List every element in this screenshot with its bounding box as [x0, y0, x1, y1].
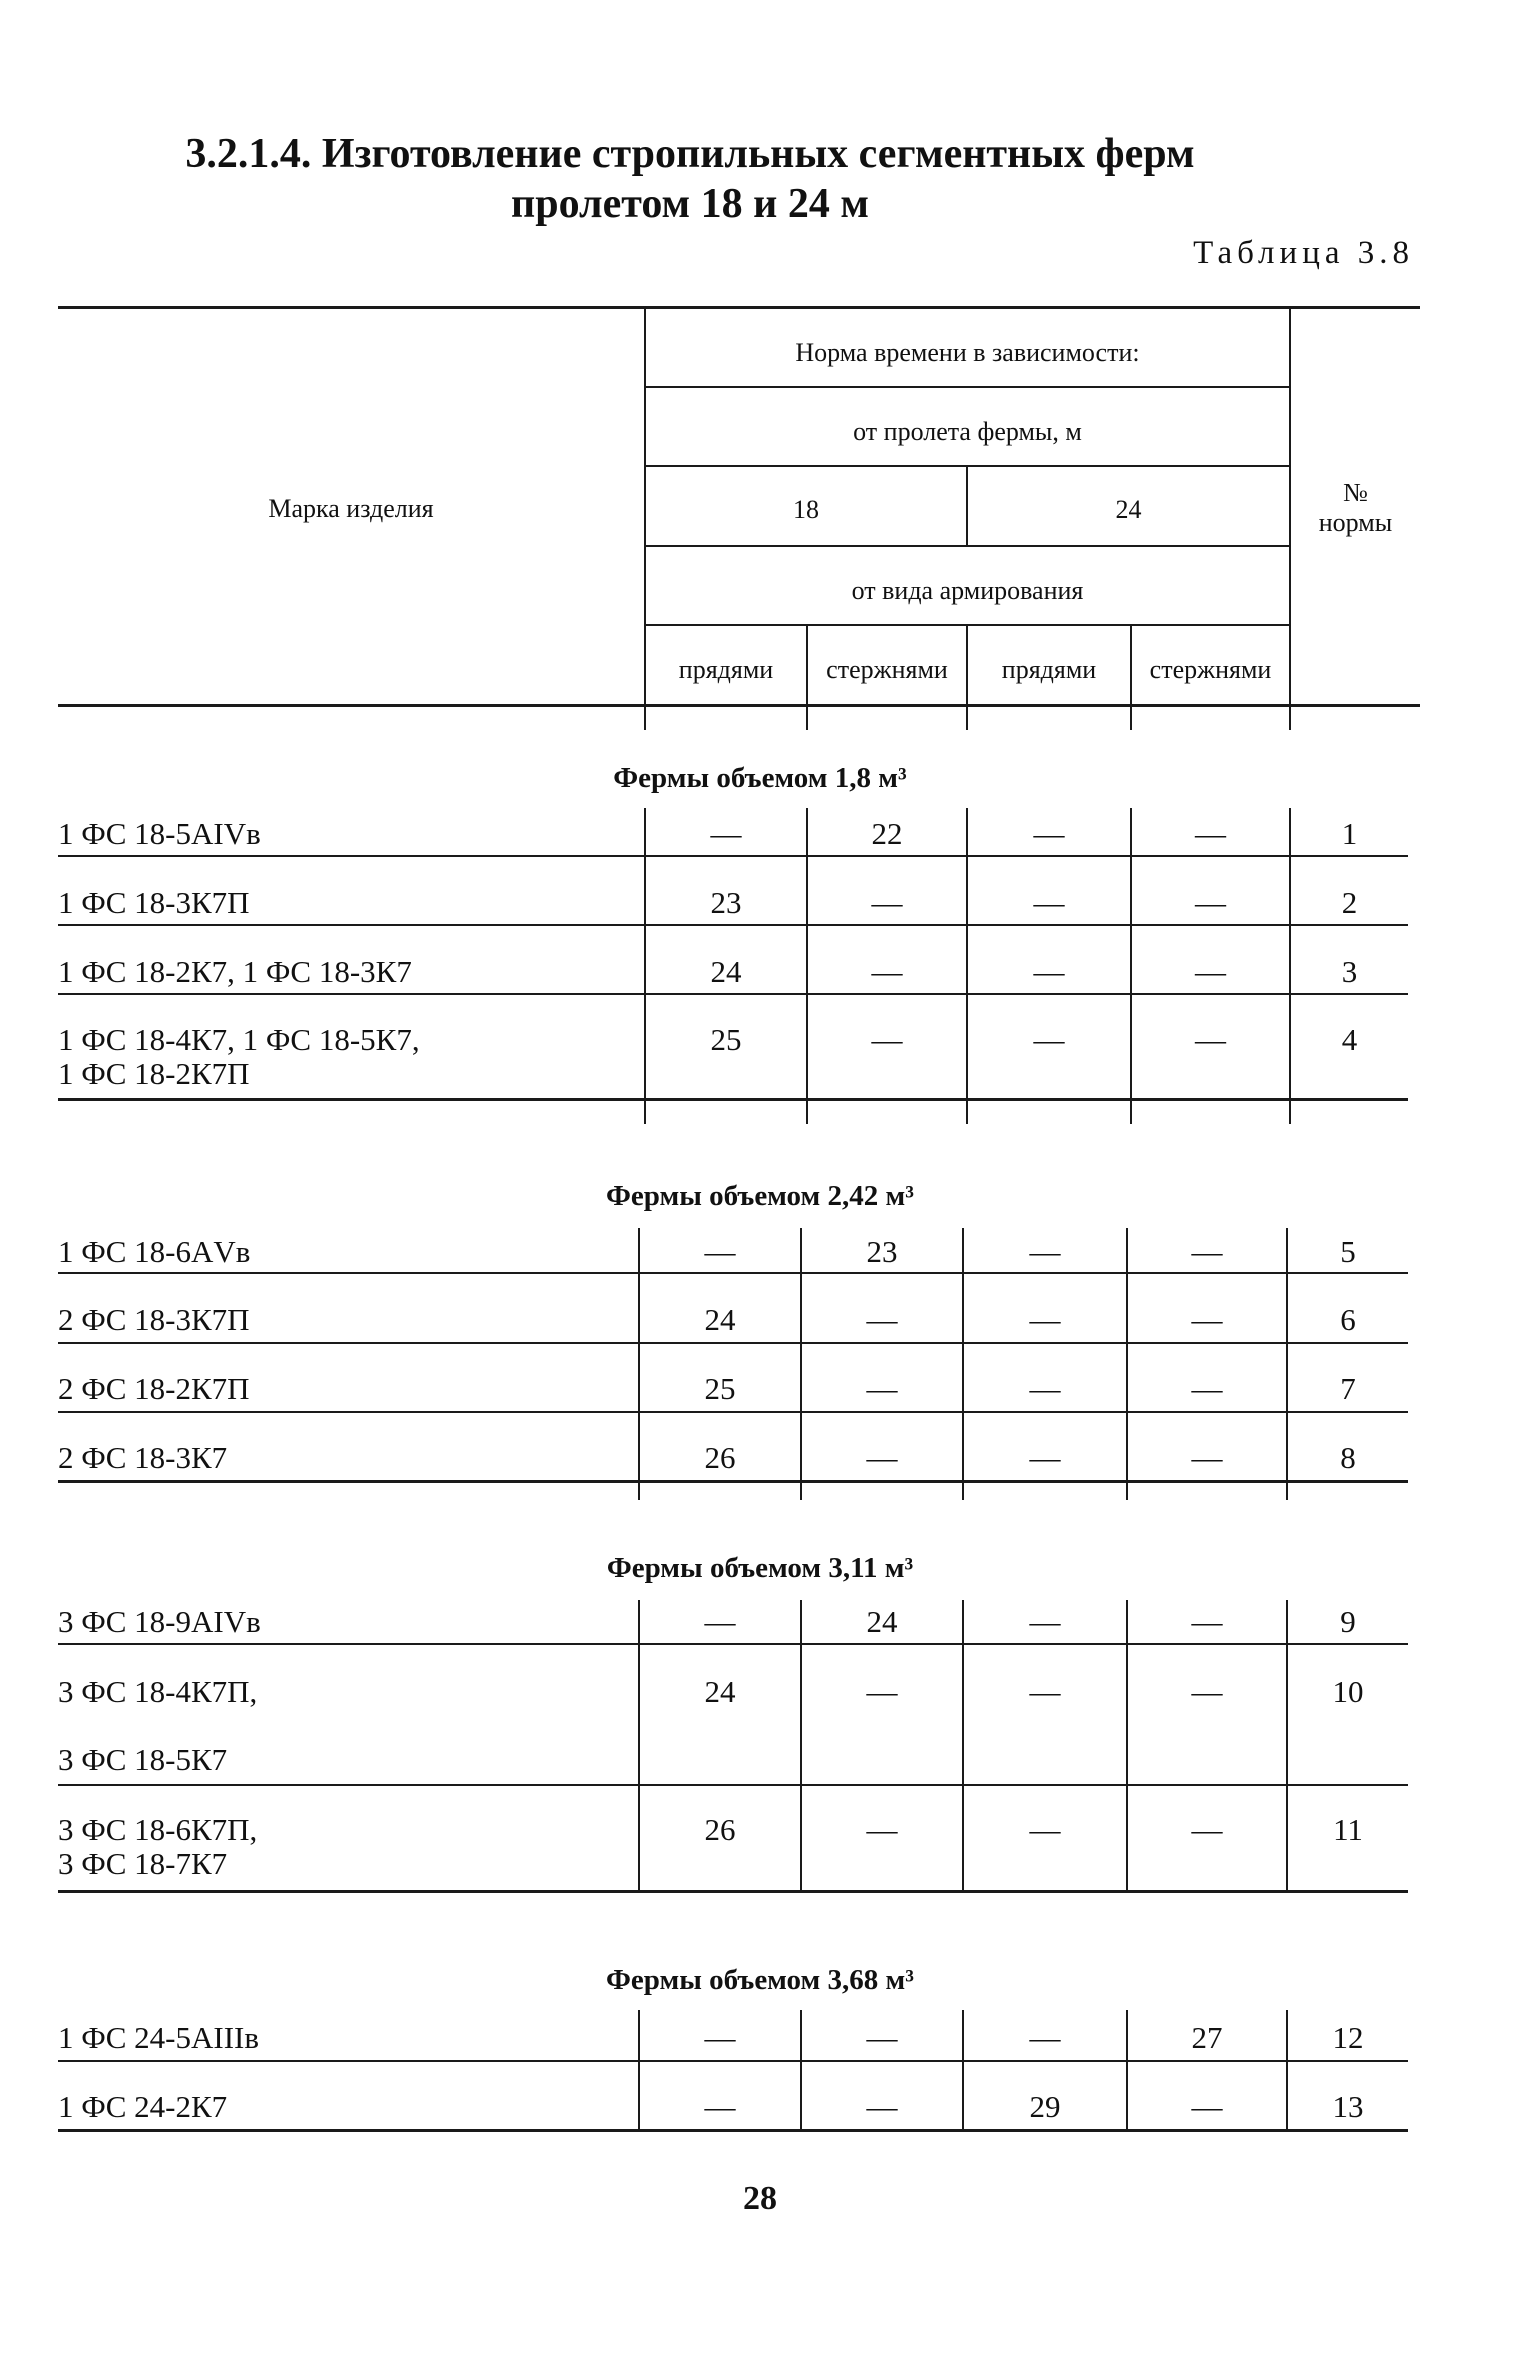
header-col-strands-24: прядями: [1001, 655, 1097, 684]
cell-strands-18: 25: [710, 1022, 742, 1057]
cell-rods-24: —: [1191, 1234, 1223, 1269]
cell-rods-24: —: [1191, 1812, 1223, 1847]
cell-rods-24: —: [1191, 1371, 1223, 1406]
row-mark: 1 ФС 24-2К7: [58, 2089, 228, 2124]
section-title: Фермы объемом 2,42 м³: [606, 1180, 914, 1212]
cell-rods-24: —: [1191, 1440, 1223, 1475]
header-norm-no-label: нормы: [1318, 508, 1393, 537]
section-title: Фермы объемом 3,68 м³: [606, 1964, 914, 1996]
cell-rods-18: —: [871, 954, 903, 989]
cell-rods-24: —: [1195, 1022, 1226, 1057]
cell-strands-18: 24: [710, 954, 742, 989]
cell-strands-24: —: [1029, 2020, 1061, 2055]
header-mark: Марка изделия: [268, 494, 434, 523]
cell-rods-24: —: [1195, 954, 1226, 989]
cell-strands-18: 26: [704, 1812, 736, 1847]
cell-strands-18: —: [704, 1234, 736, 1269]
cell-rods-18: —: [866, 2089, 898, 2124]
row-mark: 1 ФС 18-5АIVв: [58, 816, 261, 851]
header-norm-no: [1291, 478, 1420, 538]
cell-rods-18: 23: [866, 1234, 898, 1269]
header-reinforcement: от вида армирования: [851, 576, 1084, 605]
row-mark: 1 ФС 18-6АVв: [58, 1234, 251, 1269]
cell-rods-18: 24: [866, 1604, 898, 1639]
row-mark: 1 ФС 18-4К7, 1 ФС 18-5К7,: [58, 1022, 420, 1057]
header-span-24: 24: [1115, 495, 1142, 524]
cell-norm-no: 3: [1341, 954, 1358, 989]
cell-strands-24: —: [1033, 1022, 1065, 1057]
cell-strands-24: —: [1029, 1234, 1061, 1269]
cell-strands-24: —: [1033, 885, 1065, 920]
cell-rods-18: 22: [871, 816, 903, 851]
row-mark: 3 ФС 18-9АIVв: [58, 1604, 261, 1639]
row-mark: 3 ФС 18-6К7П,: [58, 1812, 258, 1847]
cell-strands-24: —: [1033, 954, 1065, 989]
cell-strands-18: —: [710, 816, 742, 851]
cell-rods-24: 27: [1191, 2020, 1223, 2055]
cell-strands-24: —: [1029, 1371, 1061, 1406]
cell-strands-18: 23: [710, 885, 742, 920]
cell-strands-24: —: [1029, 1604, 1061, 1639]
cell-norm-no: 7: [1340, 1371, 1356, 1406]
cell-norm-no: 2: [1341, 885, 1358, 920]
row-mark-continued: 1 ФС 18-2К7П: [58, 1056, 250, 1091]
section-title: Фермы объемом 1,8 м³: [613, 762, 907, 794]
cell-norm-no: 6: [1340, 1302, 1356, 1337]
row-mark-continued: 3 ФС 18-7К7: [58, 1846, 228, 1881]
cell-strands-18: —: [704, 2020, 736, 2055]
row-mark: 2 ФС 18-3К7П: [58, 1302, 250, 1337]
header-col-strands-18: прядями: [678, 655, 774, 684]
cell-strands-24: —: [1033, 816, 1065, 851]
cell-strands-24: —: [1029, 1812, 1061, 1847]
cell-rods-18: —: [871, 1022, 903, 1057]
cell-rods-24: —: [1195, 816, 1226, 851]
cell-rods-24: —: [1191, 1604, 1223, 1639]
cell-rods-18: —: [866, 1440, 898, 1475]
cell-strands-18: 24: [704, 1674, 736, 1709]
cell-strands-18: 26: [704, 1440, 736, 1475]
row-mark: 2 ФС 18-2К7П: [58, 1371, 250, 1406]
row-mark: 1 ФС 18-3К7П: [58, 885, 250, 920]
cell-norm-no: 4: [1341, 1022, 1358, 1057]
header-norm-time: Норма времени в зависимости:: [795, 338, 1140, 367]
heading-line-2: пролетом 18 и 24 м: [511, 181, 869, 227]
cell-rods-24: —: [1191, 1302, 1223, 1337]
cell-strands-24: —: [1029, 1674, 1061, 1709]
table-label: Таблица 3.8: [1193, 235, 1414, 271]
cell-rods-24: —: [1191, 1674, 1223, 1709]
row-mark: 2 ФС 18-3К7: [58, 1440, 228, 1475]
header-span: от пролета фермы, м: [853, 417, 1082, 446]
header-norm-no-symbol: №: [1343, 478, 1368, 507]
cell-norm-no: 11: [1333, 1812, 1363, 1847]
row-mark-continued: 3 ФС 18-5К7: [58, 1742, 228, 1777]
cell-rods-18: —: [871, 885, 903, 920]
cell-norm-no: 9: [1340, 1604, 1356, 1639]
row-mark: 3 ФС 18-4К7П,: [58, 1674, 258, 1709]
cell-strands-18: —: [704, 1604, 736, 1639]
cell-rods-18: —: [866, 1812, 898, 1847]
cell-rods-24: —: [1195, 885, 1226, 920]
cell-norm-no: 8: [1340, 1440, 1356, 1475]
header-span-18: 18: [793, 495, 819, 524]
cell-strands-18: —: [704, 2089, 736, 2124]
section-title: Фермы объемом 3,11 м³: [606, 1552, 914, 1584]
cell-strands-24: 29: [1029, 2089, 1061, 2124]
cell-norm-no: 12: [1332, 2020, 1364, 2055]
row-mark: 1 ФС 18-2К7, 1 ФС 18-3К7: [58, 954, 412, 989]
page-number: 28: [743, 2180, 777, 2217]
cell-rods-18: —: [866, 1302, 898, 1337]
cell-norm-no: 5: [1340, 1234, 1356, 1269]
header-col-rods-18: стержнями: [826, 655, 948, 684]
cell-norm-no: 1: [1341, 816, 1358, 851]
heading-line-1: 3.2.1.4. Изготовление стропильных сегментных ферм: [185, 131, 1195, 177]
row-mark: 1 ФС 24-5АIIIв: [58, 2020, 259, 2055]
cell-strands-24: —: [1029, 1440, 1061, 1475]
cell-strands-18: 25: [704, 1371, 736, 1406]
cell-rods-24: —: [1191, 2089, 1223, 2124]
cell-rods-18: —: [866, 1674, 898, 1709]
cell-norm-no: 13: [1332, 2089, 1364, 2124]
header-col-rods-24: стержнями: [1149, 655, 1272, 684]
cell-rods-18: —: [866, 1371, 898, 1406]
cell-rods-18: —: [866, 2020, 898, 2055]
cell-strands-24: —: [1029, 1302, 1061, 1337]
cell-norm-no: 10: [1332, 1674, 1364, 1709]
cell-strands-18: 24: [704, 1302, 736, 1337]
